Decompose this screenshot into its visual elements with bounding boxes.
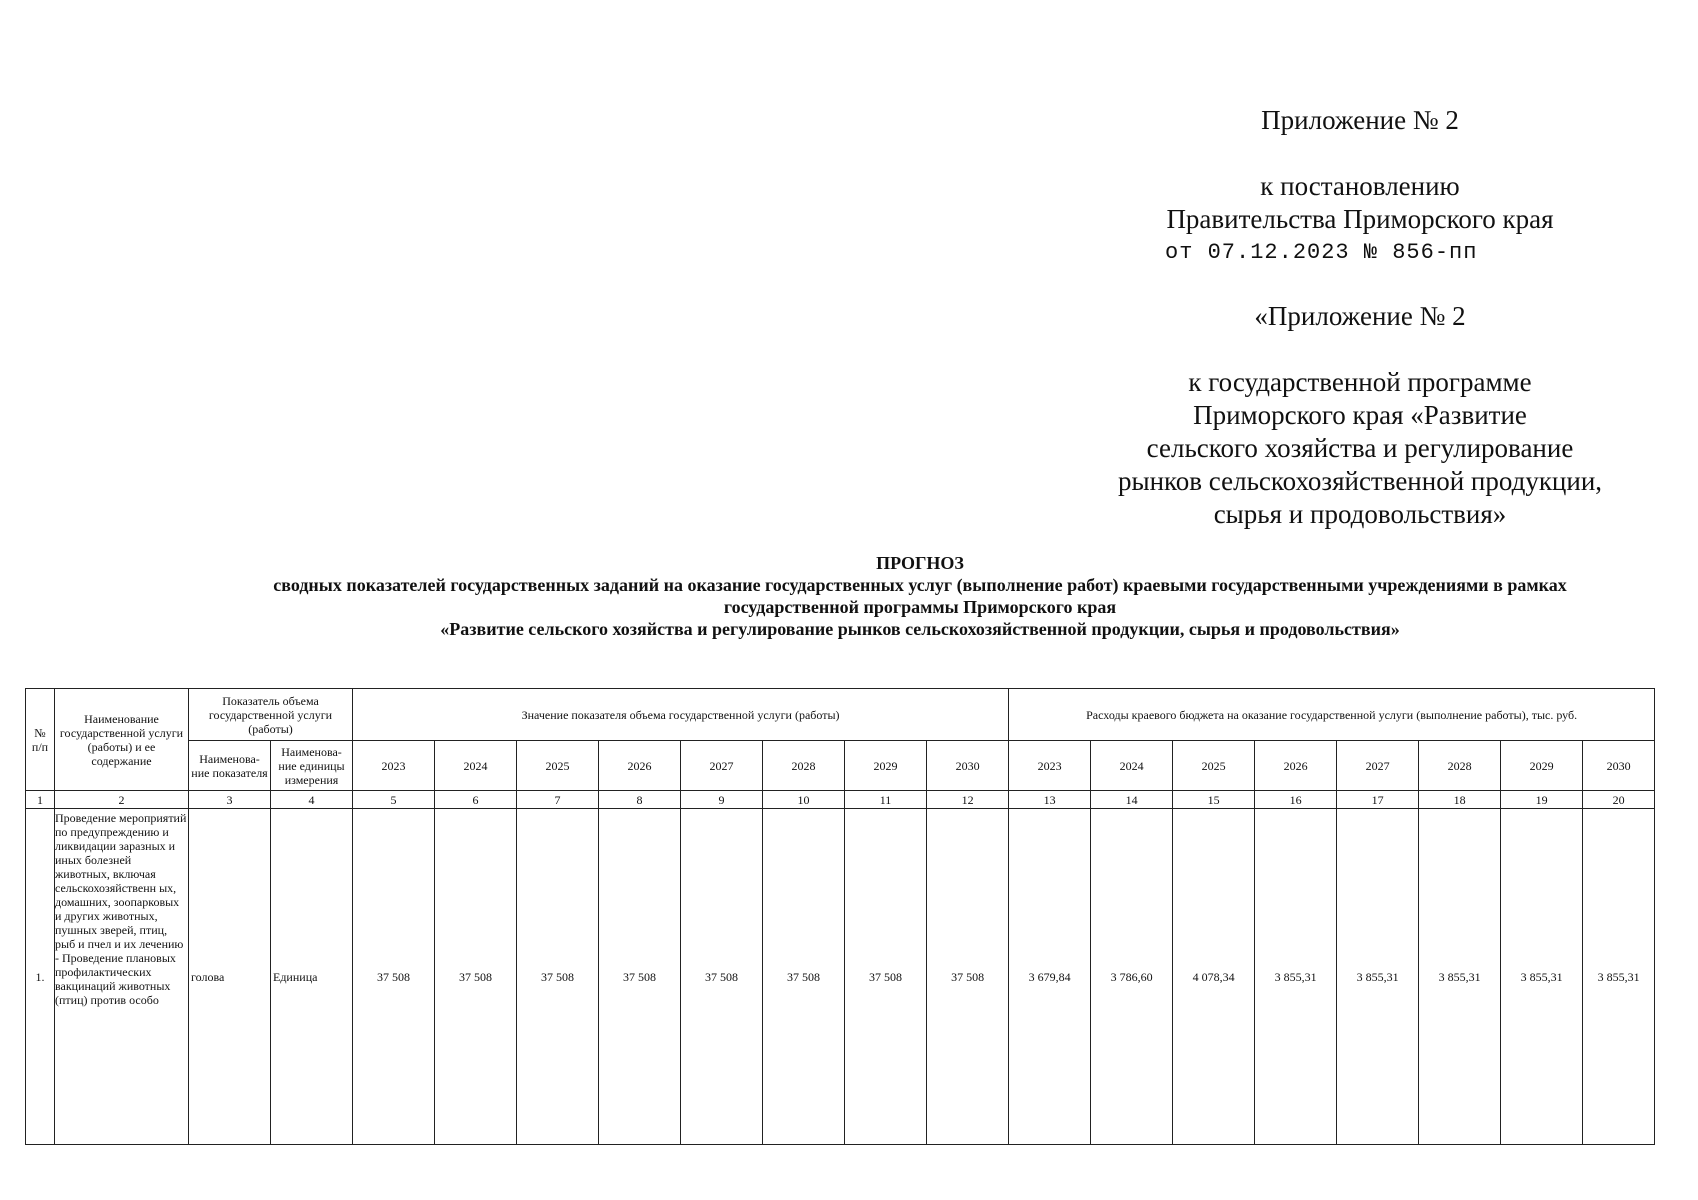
column-number: 16 (1255, 791, 1337, 809)
forecast-heading: ПРОГНОЗ (876, 553, 964, 573)
expense-year: 2029 (1501, 741, 1583, 791)
appendix-to-resolution: к постановлению (1260, 171, 1460, 201)
row-expense: 3 855,31 (1337, 809, 1419, 1145)
expense-year: 2026 (1255, 741, 1337, 791)
column-numbers-row (26, 791, 1655, 809)
forecast-line-2: государственной программы Приморского края (723, 597, 1117, 617)
value-year: 2026 (599, 741, 681, 791)
row-expense: 3 855,31 (1419, 809, 1501, 1145)
row-expense: 3 679,84 (1009, 809, 1091, 1145)
forecast-line-1: сводных показателей государственных заданий на оказание государственных услуг (выполнение работ) краевыми государственными учреждениями в рамках (273, 575, 1567, 595)
forecast-table (25, 688, 1655, 1145)
header-values-group: Значение показателя объема государственной услуги (работы) (353, 689, 1009, 741)
program-appendix-title: «Приложение № 2 (1254, 301, 1466, 331)
row-value: 37 508 (353, 809, 435, 1145)
column-number: 15 (1173, 791, 1255, 809)
table-row (26, 809, 1655, 1145)
header-indicator-group: Показатель объема государственной услуги (работы) (189, 689, 353, 741)
header-expenses-group: Расходы краевого бюджета на оказание государственной услуги (выполнение работы), тыс. руб. (1009, 689, 1655, 741)
column-number: 20 (1583, 791, 1655, 809)
expense-year: 2028 (1419, 741, 1501, 791)
program-appendix-line: сырья и продовольствия» (1213, 499, 1507, 529)
value-year: 2027 (681, 741, 763, 791)
appendix-date-number: от 07.12.2023 № 856-пп (1165, 240, 1478, 265)
column-number: 11 (845, 791, 927, 809)
column-number: 6 (435, 791, 517, 809)
column-number: 8 (599, 791, 681, 809)
expense-year: 2027 (1337, 741, 1419, 791)
forecast-line-3: «Развитие сельского хозяйства и регулирование рынков сельскохозяйственной продукции, сырья и продовольствия» (440, 619, 1400, 639)
program-appendix-line: рынков сельскохозяйственной продукции, (1117, 466, 1603, 496)
row-expense: 3 855,31 (1501, 809, 1583, 1145)
appendix-government: Правительства Приморского края (1166, 204, 1554, 234)
row-expense: 3 855,31 (1583, 809, 1655, 1145)
row-value: 37 508 (681, 809, 763, 1145)
column-number: 19 (1501, 791, 1583, 809)
column-number: 3 (189, 791, 271, 809)
row-value: 37 508 (435, 809, 517, 1145)
column-number: 18 (1419, 791, 1501, 809)
row-value: 37 508 (599, 809, 681, 1145)
value-year: 2024 (435, 741, 517, 791)
expense-year: 2023 (1009, 741, 1091, 791)
column-number: 9 (681, 791, 763, 809)
forecast-title-block (180, 552, 1660, 640)
column-number: 17 (1337, 791, 1419, 809)
column-number: 14 (1091, 791, 1173, 809)
program-appendix-line: Приморского края «Развитие (1193, 400, 1527, 430)
row-value: 37 508 (927, 809, 1009, 1145)
header-unit-name: Наименова-ние единицы измерения (271, 741, 353, 791)
value-year: 2028 (763, 741, 845, 791)
column-number: 7 (517, 791, 599, 809)
column-number: 2 (55, 791, 189, 809)
expense-year: 2030 (1583, 741, 1655, 791)
row-indicator: голова (189, 809, 271, 1145)
value-year: 2023 (353, 741, 435, 791)
row-unit: Единица (271, 809, 353, 1145)
row-expense: 3 855,31 (1255, 809, 1337, 1145)
row-num: 1. (26, 809, 55, 1145)
row-description: Проведение мероприятий по предупреждению и ликвидации заразных и иных болезней животных, включая сельскохозяйственн ых, домашних, зоопарковых и других животных, пушных зверей, птиц, рыб и пчел и их лечению - Проведение плановых профилактических вакцинаций животных (птиц) против особо (55, 809, 189, 1145)
row-value: 37 508 (763, 809, 845, 1145)
row-expense: 3 786,60 (1091, 809, 1173, 1145)
program-appendix-block (1060, 300, 1660, 531)
column-number: 4 (271, 791, 353, 809)
header-years-row (26, 741, 1655, 791)
appendix-title: Приложение № 2 (1261, 105, 1459, 135)
column-number: 10 (763, 791, 845, 809)
column-number: 13 (1009, 791, 1091, 809)
appendix-block (1060, 104, 1660, 269)
row-expense: 4 078,34 (1173, 809, 1255, 1145)
expense-year: 2025 (1173, 741, 1255, 791)
value-year: 2030 (927, 741, 1009, 791)
column-number: 5 (353, 791, 435, 809)
column-number: 1 (26, 791, 55, 809)
program-appendix-line: к государственной программе (1188, 367, 1532, 397)
expense-year: 2024 (1091, 741, 1173, 791)
row-value: 37 508 (845, 809, 927, 1145)
value-year: 2029 (845, 741, 927, 791)
value-year: 2025 (517, 741, 599, 791)
header-num: № п/п (26, 689, 55, 791)
header-service-name: Наименование государственной услуги (работы) и ее содержание (55, 689, 189, 791)
row-value: 37 508 (517, 809, 599, 1145)
program-appendix-line: сельского хозяйства и регулирование (1146, 433, 1574, 463)
column-number: 12 (927, 791, 1009, 809)
header-indicator-name: Наименова-ние показателя (189, 741, 271, 791)
